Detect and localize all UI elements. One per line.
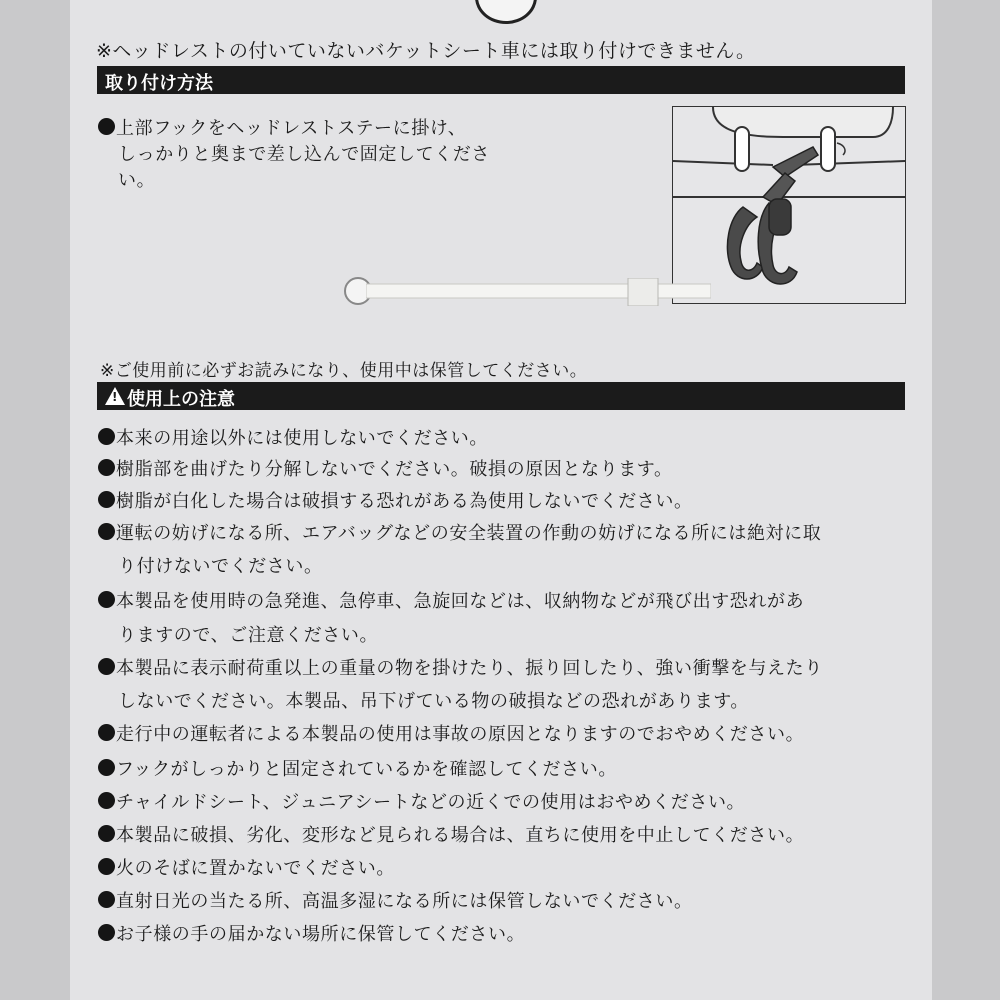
bullet-icon [98, 792, 115, 809]
hook-diagram [672, 106, 906, 304]
caution-item: 樹脂が白化した場合は破損する恐れがある為使用しないでください。 [116, 491, 693, 512]
caution-item-cont: しないでください。本製品、吊下げている物の破損などの恐れがあります。 [118, 691, 749, 712]
bullet-icon [98, 858, 115, 875]
bullet-icon [98, 523, 115, 540]
caution-item: 樹脂部を曲げたり分解しないでください。破損の原因となります。 [116, 459, 673, 480]
caution-item: チャイルドシート、ジュニアシートなどの近くでの使用はおやめください。 [116, 792, 746, 813]
bullet-icon [98, 891, 115, 908]
caution-item-cont: り付けないでください。 [118, 556, 323, 577]
bullet-icon [98, 759, 115, 776]
warning-exclamation: ! [112, 390, 118, 404]
bullet-icon [98, 924, 115, 941]
caution-item: 本製品を使用時の急発進、急停車、急旋回などは、収納物などが飛び出す恐れがあ [116, 591, 805, 612]
caution-item: 直射日光の当たる所、高温多湿になる所には保管しないでください。 [116, 891, 693, 912]
caution-item: お子様の手の届かない場所に保管してください。 [116, 924, 526, 945]
install-step-line: 上部フックをヘッドレストステーに掛け、 [116, 118, 467, 139]
bullet-icon [98, 724, 115, 741]
caution-item: 運転の妨げになる所、エアバッグなどの安全装置の作動の妨げになる所には絶対に取 [116, 523, 822, 544]
caution-item: 本来の用途以外には使用しないでください。 [116, 428, 488, 449]
bullet-icon [98, 658, 115, 675]
caution-item: フックがしっかりと固定されているかを確認してください。 [116, 759, 617, 780]
bullet-icon [98, 825, 115, 842]
caution-item-cont: りますので、ご注意ください。 [118, 625, 379, 646]
caution-heading: 使用上の注意 [127, 389, 235, 410]
hook-illustration [673, 107, 905, 303]
install-step-line: しっかりと奥まで差し込んで固定してくださ [118, 144, 490, 165]
bullet-icon [98, 428, 115, 445]
caution-item: 本製品に表示耐荷重以上の重量の物を掛けたり、振り回したり、強い衝撃を与えたり [116, 658, 823, 679]
bullet-icon [98, 491, 115, 508]
caution-heading-bar [97, 382, 905, 410]
caution-item: 火のそばに置かないでください。 [116, 858, 395, 879]
cable-tie [366, 278, 711, 306]
install-step-line: い。 [118, 170, 156, 191]
caution-item: 走行中の運転者による本製品の使用は事故の原因となりますのでおやめください。 [116, 724, 805, 745]
usage-note: ※ご使用前に必ずお読みになり、使用中は保管してください。 [100, 361, 588, 381]
bullet-icon [98, 591, 115, 608]
top-note: ※ヘッドレストの付いていないバケットシート車には取り付けできません。 [96, 40, 756, 62]
install-heading-bar [97, 66, 905, 94]
caution-item: 本製品に破損、劣化、変形など見られる場合は、直ちに使用を中止してください。 [116, 825, 805, 846]
install-heading: 取り付け方法 [105, 73, 213, 94]
bullet-icon [98, 118, 115, 135]
bullet-icon [98, 459, 115, 476]
